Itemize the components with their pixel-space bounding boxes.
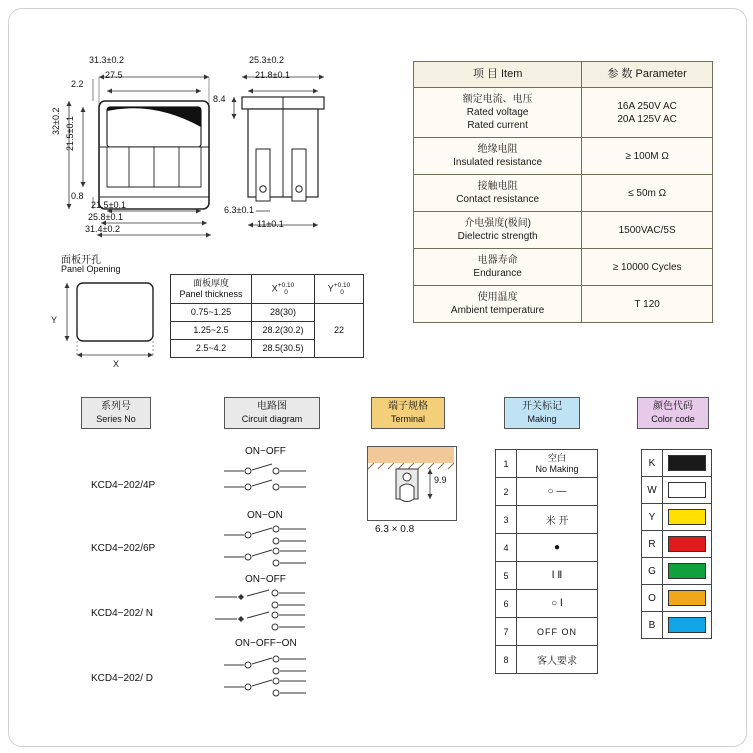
thickness-value: 1.25~2.5 [171, 322, 252, 340]
y-value: 22 [315, 304, 364, 358]
color-code-key: B [642, 612, 663, 639]
param-value-1: ≥ 10000 Cycles [582, 249, 713, 286]
making-header-cn: 开关标记 [522, 401, 562, 412]
color-code-key: W [642, 477, 663, 504]
color-swatch [668, 455, 706, 471]
panel-opening-drawing [49, 275, 169, 367]
front-dim-31-3: 31.3±0.2 [89, 55, 124, 65]
table-row [496, 618, 598, 646]
y-header-label: Y [327, 283, 334, 294]
table-row [642, 558, 712, 585]
table-row [642, 531, 712, 558]
panel-opening-title-en: Panel Opening [61, 264, 121, 274]
making-mark-cn: 空白 [547, 452, 566, 463]
color-swatch [668, 563, 706, 579]
color-swatch-cell [663, 531, 712, 558]
color-swatch [668, 482, 706, 498]
param-item-cell [414, 138, 582, 175]
series-header-en: Series No [96, 414, 136, 424]
series-header-cn: 系列号 [101, 401, 131, 412]
circuit-diagram-d [214, 653, 344, 701]
making-no: 6 [496, 590, 517, 618]
color-header-en: Color code [651, 414, 695, 424]
table-row [171, 304, 364, 322]
color-code-key: Y [642, 504, 663, 531]
color-header-cn: 颜色代码 [653, 401, 693, 412]
table-row [496, 478, 598, 506]
param-item-cell [414, 175, 582, 212]
table-row [414, 212, 713, 249]
color-code-key: R [642, 531, 663, 558]
series-item-6p: KCD4−202/6P [91, 543, 156, 554]
thickness-value: 2.5~4.2 [171, 340, 252, 358]
color-swatch-cell [663, 585, 712, 612]
making-mark: ○ — [517, 478, 598, 506]
table-row [496, 562, 598, 590]
color-swatch-cell [663, 450, 712, 477]
circuit-header [224, 397, 320, 429]
x-value: 28.2(30.2) [252, 322, 315, 340]
making-no: 4 [496, 534, 517, 562]
series-item-4p: KCD4−202/4P [91, 480, 156, 491]
making-mark: ○ Ⅰ [517, 590, 598, 618]
param-item-cn: 介电强度(极间) [464, 218, 531, 229]
making-no: 7 [496, 618, 517, 646]
table-row [642, 477, 712, 504]
y-header-sup: +0.10 [333, 282, 351, 289]
table-header-row [414, 62, 713, 88]
param-item-en1: Contact resistance [456, 194, 540, 205]
param-value-1: 16A 250V AC [617, 100, 677, 112]
param-value-1: T 120 [582, 286, 713, 323]
front-dim-27-5: 27.5 [105, 70, 123, 80]
making-no: 8 [496, 646, 517, 674]
param-item-cn: 额定电流、电压 [462, 94, 533, 105]
making-table [495, 449, 598, 674]
datasheet-page [8, 8, 747, 747]
table-row [496, 450, 598, 478]
front-dim-2-2: 2.2 [71, 79, 84, 89]
table-row [496, 590, 598, 618]
table-row [496, 534, 598, 562]
color-code-key: O [642, 585, 663, 612]
table-row [496, 506, 598, 534]
series-item-n: KCD4−202/ N [91, 608, 153, 619]
color-swatch-cell [663, 504, 712, 531]
table-row [642, 504, 712, 531]
color-swatch [668, 509, 706, 525]
side-dim-25-3: 25.3±0.2 [249, 55, 284, 65]
circuit-diagram-n [207, 587, 347, 635]
table-row [642, 450, 712, 477]
making-no: 5 [496, 562, 517, 590]
param-header-parameter: 参 数 Parameter [582, 62, 713, 88]
terminal-header-en: Terminal [390, 414, 425, 424]
making-no: 2 [496, 478, 517, 506]
param-item-en1: Dielectric strength [457, 231, 538, 242]
color-swatch-cell [663, 558, 712, 585]
front-dim-25-8: 25.8±0.1 [88, 212, 123, 222]
circuit-label-on-on: ON−ON [247, 510, 283, 521]
table-row [642, 612, 712, 639]
making-no: 1 [496, 450, 517, 478]
panel-axis-y: Y [51, 315, 58, 325]
param-value-1: ≥ 100M Ω [582, 138, 713, 175]
x-value: 28.5(30.5) [252, 340, 315, 358]
x-header-sup: +0.10 [277, 282, 295, 289]
thickness-header-cell [171, 275, 252, 304]
making-mark: OFF ON [517, 618, 598, 646]
table-row [414, 286, 713, 323]
front-dim-21-5-bottom: 21.5±0.1 [91, 200, 126, 210]
table-row [414, 249, 713, 286]
front-dim-21-5-left: 21.5±0.1 [65, 116, 75, 151]
side-dim-8-4: 8.4 [213, 94, 226, 104]
terminal-spec: 6.3 × 0.8 [375, 524, 415, 535]
param-item-cell [414, 249, 582, 286]
circuit-header-cn: 电路图 [257, 401, 287, 412]
y-header-cell [315, 275, 364, 304]
panel-thickness-table [170, 274, 364, 358]
table-row [496, 646, 598, 674]
x-header-sub: 0 [284, 289, 288, 296]
param-header-item: 项 目 Item [414, 62, 582, 88]
making-header [504, 397, 580, 429]
front-dim-31-4: 31.4±0.2 [85, 224, 120, 234]
circuit-label-on-off-1: ON−OFF [245, 446, 286, 457]
making-mark [517, 450, 598, 478]
color-swatch [668, 536, 706, 552]
x-header-label: X [271, 283, 278, 294]
color-code-key: G [642, 558, 663, 585]
making-mark-en: No Making [535, 463, 579, 474]
table-row [414, 88, 713, 138]
table-row [171, 275, 364, 304]
making-mark: Ⅰ Ⅱ [517, 562, 598, 590]
panel-opening-title-cn: 面板开孔 [61, 255, 101, 266]
making-mark: ● [517, 534, 598, 562]
param-item-cell [414, 88, 582, 138]
circuit-label-on-off-2: ON−OFF [245, 574, 286, 585]
param-item-en2: Rated current [467, 120, 528, 131]
side-dim-21-8: 21.8±0.1 [255, 70, 290, 80]
front-dim-32: 32±0.2 [51, 107, 61, 135]
terminal-header [371, 397, 445, 429]
param-value-1: ≤ 50m Ω [582, 175, 713, 212]
param-item-cn: 接触电阻 [477, 181, 518, 192]
y-header-sub: 0 [340, 289, 344, 296]
circuit-header-en: Circuit diagram [241, 414, 303, 424]
param-item-en1: Rated voltage [466, 107, 529, 118]
color-swatch-cell [663, 477, 712, 504]
param-item-cn: 使用温度 [477, 292, 518, 303]
param-value-2: 20A 125V AC [617, 113, 677, 125]
side-dim-11: 11±0.1 [257, 219, 284, 229]
table-row [414, 175, 713, 212]
circuit-diagram-6p [214, 523, 344, 571]
x-header-cell [252, 275, 315, 304]
color-code-table [641, 449, 712, 639]
circuit-label-on-off-on: ON−OFF−ON [235, 638, 297, 649]
param-item-cn: 电器寿命 [477, 255, 518, 266]
making-mark: 米 开 [517, 506, 598, 534]
thickness-header-cn: 面板厚度 [192, 278, 229, 288]
terminal-height-label: 9.9 [434, 475, 447, 485]
param-item-en1: Endurance [473, 268, 522, 279]
making-mark: 客人要求 [517, 646, 598, 674]
making-header-en: Making [527, 414, 557, 424]
color-swatch [668, 590, 706, 606]
making-no: 3 [496, 506, 517, 534]
color-code-header [637, 397, 709, 429]
thickness-value: 0.75~1.25 [171, 304, 252, 322]
circuit-diagram-4p [214, 461, 344, 497]
param-item-en1: Insulated resistance [453, 157, 543, 168]
param-value-cell [582, 88, 713, 138]
param-item-en1: Ambient temperature [450, 305, 545, 316]
terminal-header-cn: 端子规格 [388, 401, 428, 412]
param-item-cn: 绝缘电阻 [477, 144, 518, 155]
series-item-d: KCD4−202/ D [91, 673, 153, 684]
color-swatch-cell [663, 612, 712, 639]
front-dim-0-8: 0.8 [71, 191, 84, 201]
series-header [81, 397, 151, 429]
x-value: 28(30) [252, 304, 315, 322]
param-item-cell [414, 286, 582, 323]
param-value-1: 1500VAC/5S [582, 212, 713, 249]
table-row [642, 585, 712, 612]
parameter-table [413, 61, 713, 323]
param-item-cell [414, 212, 582, 249]
table-row [414, 138, 713, 175]
front-view-drawing [49, 49, 249, 239]
color-code-key: K [642, 450, 663, 477]
color-swatch [668, 617, 706, 633]
panel-axis-x: X [113, 359, 120, 369]
side-dim-6-3: 6.3±0.1 [224, 205, 254, 215]
thickness-header-en: Panel thickness [179, 289, 243, 299]
